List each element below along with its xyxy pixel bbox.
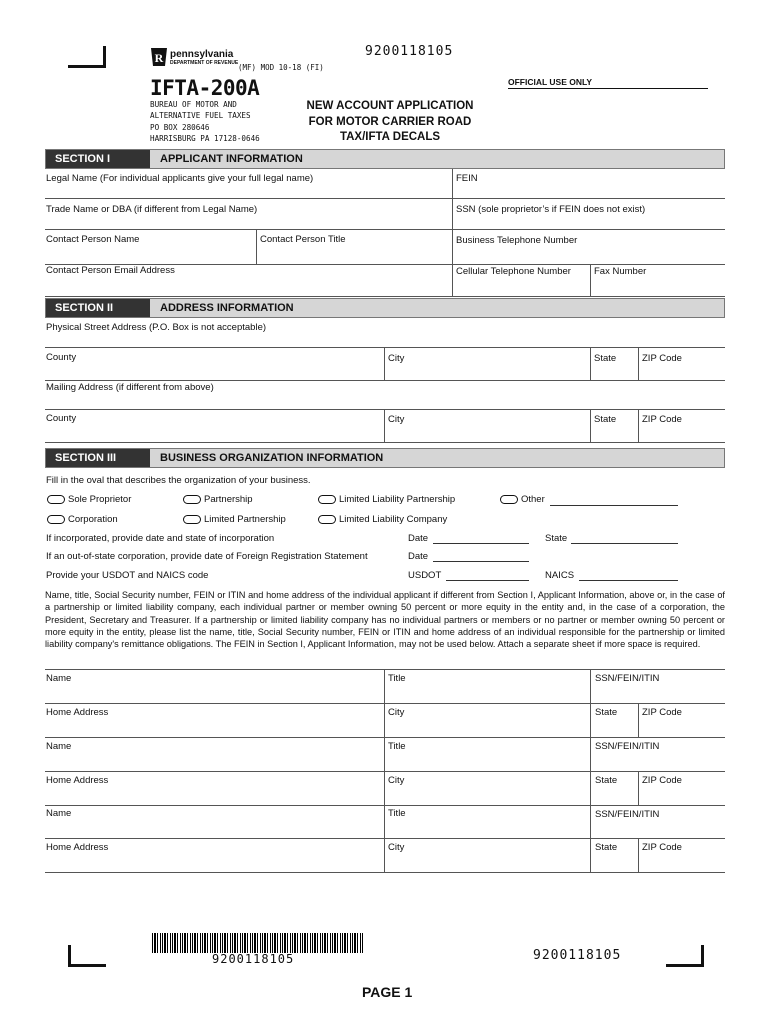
officer-2-address-field[interactable]: Home Address — [46, 775, 109, 786]
barcode-number: 9200118105 — [212, 952, 295, 966]
bureau-address: BUREAU OF MOTOR AND ALTERNATIVE FUEL TAXES PO BOX 280646 HARRISBURG PA 17128-0646 — [150, 100, 260, 143]
partnership-label: Partnership — [204, 494, 253, 505]
incorporation-date-line[interactable] — [433, 543, 529, 544]
officers-instructions: Name, title, Social Security number, FEIN or ITIN and home address of the individual applicant if different from Section I, Applicant Information, above or, in the case of a partnership or limited liability company, each individual partner or member owning 50 percent or more equity in the entity and, in the case of a corporation, the President, Secretary and Treasurer. If a partnership or limited liability company has no individual partners or members or no partner or member owning 50 percent or more equity in the entity, please list the name, title, Social Security number, FEIN or ITIN and home address of an individual responsible for the partnership or limited liability company's remittance obligations. The FEIN in Section I, Applicant Information, may not be used below. Attach a separate sheet if more space is required. — [45, 590, 725, 650]
divider — [590, 264, 591, 296]
naics-label: NAICS — [545, 570, 575, 581]
logo-name: pennsylvania — [170, 49, 234, 60]
document-number-top: 9200118105 — [365, 44, 454, 59]
divider — [590, 737, 591, 771]
divider — [638, 409, 639, 442]
divider — [590, 669, 591, 703]
usdot-label: USDOT — [408, 570, 442, 581]
officer-2-ssn-field[interactable]: SSN/FEIN/ITIN — [595, 741, 660, 752]
other-line[interactable] — [550, 505, 678, 506]
contact-name-field[interactable]: Contact Person Name — [46, 234, 140, 245]
logo-department: DEPARTMENT OF REVENUE — [170, 60, 239, 66]
business-phone-field[interactable]: Business Telephone Number — [456, 235, 578, 246]
officer-1-zip-field[interactable]: ZIP Code — [642, 707, 682, 718]
row-line — [45, 737, 725, 738]
foreign-date-line[interactable] — [433, 561, 529, 562]
mailing-zip-field[interactable]: ZIP Code — [642, 414, 682, 425]
row-line — [45, 229, 725, 230]
divider — [590, 838, 591, 872]
officer-3-name-field[interactable]: Name — [46, 808, 72, 819]
divider — [590, 703, 591, 737]
naics-line[interactable] — [579, 580, 678, 581]
section-1-header — [45, 149, 725, 169]
officer-3-title-field[interactable]: Title — [388, 808, 406, 819]
section-2-tag: SECTION II — [46, 299, 150, 317]
page-number: PAGE 1 — [362, 984, 413, 1000]
zip-field[interactable]: ZIP Code — [642, 353, 682, 364]
divider — [384, 409, 385, 442]
mailing-county-field[interactable]: County — [46, 413, 77, 424]
divider — [384, 347, 385, 380]
county-field[interactable]: County — [46, 352, 77, 363]
mailing-city-field[interactable]: City — [388, 414, 405, 425]
divider — [638, 771, 639, 805]
svg-text:R: R — [154, 51, 164, 65]
incorporation-date-label: Date — [408, 533, 429, 544]
state-field[interactable]: State — [594, 353, 617, 364]
foreign-registration-label: If an out-of-state corporation, provide date of Foreign Registration Statement — [46, 551, 368, 562]
row-line — [45, 838, 725, 839]
officer-2-state-field[interactable]: State — [595, 775, 618, 786]
llp-oval[interactable] — [318, 495, 336, 504]
officer-3-state-field[interactable]: State — [595, 842, 618, 853]
partnership-oval[interactable] — [183, 495, 201, 504]
section-3-title: BUSINESS ORGANIZATION INFORMATION — [160, 452, 384, 464]
section-2-header — [45, 298, 725, 318]
usdot-line[interactable] — [446, 580, 529, 581]
row-line — [45, 442, 725, 443]
divider — [638, 838, 639, 872]
officer-1-name-field[interactable]: Name — [46, 673, 72, 684]
form-id: IFTA-200A — [150, 76, 260, 100]
llp-label: Limited Liability Partnership — [339, 494, 456, 505]
table-top-line — [45, 669, 725, 670]
document-number-bottom: 9200118105 — [533, 948, 622, 963]
contact-title-field[interactable]: Contact Person Title — [260, 234, 346, 245]
sole-proprietor-oval[interactable] — [47, 495, 65, 504]
physical-address-field[interactable]: Physical Street Address (P.O. Box is not acceptable) — [46, 322, 267, 333]
officer-1-ssn-field[interactable]: SSN/FEIN/ITIN — [595, 673, 660, 684]
keystone-logo-icon — [150, 47, 168, 67]
legal-name-field[interactable]: Legal Name (For individual applicants give your full legal name) — [46, 173, 314, 184]
sole-proprietor-label: Sole Proprietor — [68, 494, 132, 505]
row-line — [45, 409, 725, 410]
row-line — [45, 347, 725, 348]
usdot-naics-label: Provide your USDOT and NAICS code — [46, 570, 209, 581]
officer-1-title-field[interactable]: Title — [388, 673, 406, 684]
city-field[interactable]: City — [388, 353, 405, 364]
section-3-header — [45, 448, 725, 468]
registration-mark-bottom-left — [68, 945, 106, 967]
limited-partnership-label: Limited Partnership — [204, 514, 286, 525]
section-2-title: ADDRESS INFORMATION — [160, 302, 294, 314]
registration-mark-bottom-right — [666, 945, 704, 967]
divider — [590, 409, 591, 442]
limited-partnership-oval[interactable] — [183, 515, 201, 524]
contact-email-field[interactable]: Contact Person Email Address — [46, 265, 175, 276]
cell-phone-field[interactable]: Cellular Telephone Number — [456, 266, 571, 277]
incorporation-state-label: State — [545, 533, 568, 544]
incorporation-label: If incorporated, provide date and state of incorporation — [46, 533, 275, 544]
official-use-label: OFFICIAL USE ONLY — [508, 77, 593, 87]
row-line — [45, 703, 725, 704]
row-line — [45, 198, 725, 199]
section-1-tag: SECTION I — [46, 150, 150, 168]
row-line — [45, 805, 725, 806]
officer-3-zip-field[interactable]: ZIP Code — [642, 842, 682, 853]
row-line — [45, 380, 725, 381]
divider — [590, 805, 591, 838]
organization-instruction: Fill in the oval that describes the organization of your business. — [46, 475, 311, 486]
fax-field[interactable]: Fax Number — [594, 266, 647, 277]
divider — [590, 771, 591, 805]
other-label: Other — [521, 494, 545, 505]
incorporation-state-line[interactable] — [571, 543, 678, 544]
divider — [638, 703, 639, 737]
trade-name-field[interactable]: Trade Name or DBA (if different from Legal Name) — [46, 204, 258, 215]
registration-mark-top-left — [68, 46, 106, 68]
divider — [638, 347, 639, 380]
barcode-icon — [152, 933, 364, 953]
form-title: NEW ACCOUNT APPLICATION FOR MOTOR CARRIER ROAD TAX/IFTA DECALS — [306, 100, 474, 143]
llc-label: Limited Liability Company — [339, 514, 448, 525]
officer-2-name-field[interactable]: Name — [46, 741, 72, 752]
ssn-field[interactable]: SSN (sole proprietor’s if FEIN does not exist) — [456, 204, 646, 215]
row-line — [45, 872, 725, 873]
other-oval[interactable] — [500, 495, 518, 504]
officer-1-state-field[interactable]: State — [595, 707, 618, 718]
mod-line: (MF) MOD 10-18 (FI) — [238, 63, 324, 72]
officer-2-zip-field[interactable]: ZIP Code — [642, 775, 682, 786]
divider — [256, 229, 257, 264]
fein-field[interactable]: FEIN — [456, 173, 478, 184]
mailing-address-field[interactable]: Mailing Address (if different from above) — [46, 382, 214, 393]
mailing-state-field[interactable]: State — [594, 414, 617, 425]
section-3-tag: SECTION III — [46, 449, 150, 467]
row-line — [45, 771, 725, 772]
officer-1-address-field[interactable]: Home Address — [46, 707, 109, 718]
foreign-date-label: Date — [408, 551, 429, 562]
row-line — [45, 296, 725, 297]
corporation-label: Corporation — [68, 514, 118, 525]
section-1-title: APPLICANT INFORMATION — [160, 153, 303, 165]
divider — [590, 347, 591, 380]
officer-3-ssn-field[interactable]: SSN/FEIN/ITIN — [595, 809, 660, 820]
officer-1-city-field[interactable]: City — [388, 707, 405, 718]
section-1-divider — [452, 169, 453, 296]
officer-2-title-field[interactable]: Title — [388, 741, 406, 752]
llc-oval[interactable] — [318, 515, 336, 524]
officer-3-address-field[interactable]: Home Address — [46, 842, 109, 853]
officer-3-city-field[interactable]: City — [388, 842, 405, 853]
official-use-line — [508, 88, 708, 89]
officer-2-city-field[interactable]: City — [388, 775, 405, 786]
corporation-oval[interactable] — [47, 515, 65, 524]
